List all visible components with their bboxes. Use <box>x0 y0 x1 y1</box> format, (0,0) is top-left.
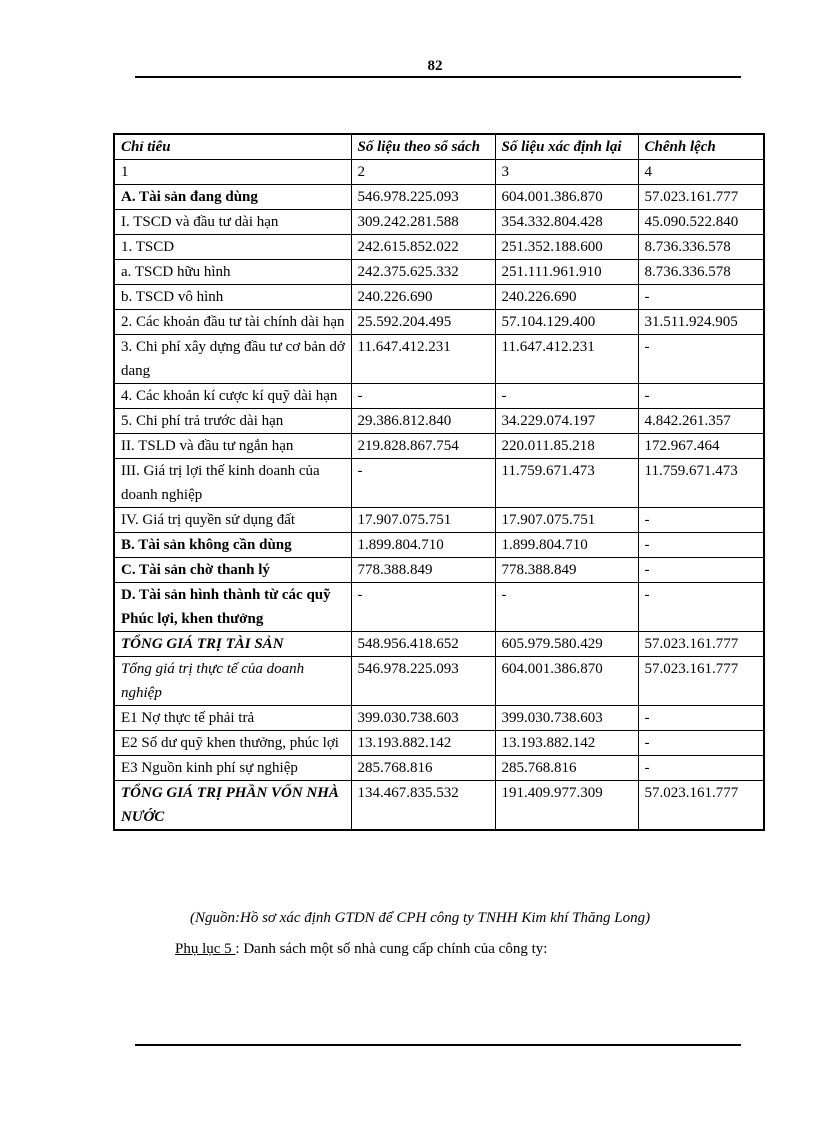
book-value-cell: 11.647.412.231 <box>351 335 495 384</box>
revalued-value-cell: 285.768.816 <box>495 756 638 781</box>
difference-cell: 11.759.671.473 <box>638 459 764 508</box>
row-label: E3 Nguồn kinh phí sự nghiệp <box>114 756 351 781</box>
row-label: II. TSLD và đầu tư ngắn hạn <box>114 434 351 459</box>
row-label: TỔNG GIÁ TRỊ PHẦN VỐN NHÀ NƯỚC <box>114 781 351 831</box>
column-header: Chênh lệch <box>638 134 764 160</box>
column-header: Chỉ tiêu <box>114 134 351 160</box>
book-value-cell: 242.615.852.022 <box>351 235 495 260</box>
difference-cell: - <box>638 285 764 310</box>
difference-cell: 57.023.161.777 <box>638 632 764 657</box>
difference-cell: - <box>638 706 764 731</box>
row-label: 1. TSCD <box>114 235 351 260</box>
book-value-cell: 242.375.625.332 <box>351 260 495 285</box>
book-value-cell: 399.030.738.603 <box>351 706 495 731</box>
book-value-cell: 285.768.816 <box>351 756 495 781</box>
book-value-cell: 25.592.204.495 <box>351 310 495 335</box>
revalued-value-cell: 13.193.882.142 <box>495 731 638 756</box>
difference-cell: 8.736.336.578 <box>638 260 764 285</box>
book-value-cell: 548.956.418.652 <box>351 632 495 657</box>
difference-cell: 172.967.464 <box>638 434 764 459</box>
revalued-value-cell: 399.030.738.603 <box>495 706 638 731</box>
revalued-value-cell: 191.409.977.309 <box>495 781 638 831</box>
revalued-value-cell: 220.011.85.218 <box>495 434 638 459</box>
row-label: III. Giá trị lợi thế kinh doanh của doanh nghiệp <box>114 459 351 508</box>
revalued-value-cell: 57.104.129.400 <box>495 310 638 335</box>
revalued-value-cell: 251.111.961.910 <box>495 260 638 285</box>
row-label: C. Tài sản chờ thanh lý <box>114 558 351 583</box>
book-value-cell: 546.978.225.093 <box>351 185 495 210</box>
revalued-value-cell: 604.001.386.870 <box>495 657 638 706</box>
table-row <box>114 756 764 781</box>
table-row <box>114 185 764 210</box>
difference-cell: - <box>638 508 764 533</box>
book-value-cell: 1.899.804.710 <box>351 533 495 558</box>
table-row <box>114 706 764 731</box>
revalued-value-cell: 604.001.386.870 <box>495 185 638 210</box>
table-row <box>114 310 764 335</box>
column-number: 2 <box>351 160 495 185</box>
table-row <box>114 558 764 583</box>
row-label: D. Tài sản hình thành từ các quỹ Phúc lợi, khen thưởng <box>114 583 351 632</box>
difference-cell: 4.842.261.357 <box>638 409 764 434</box>
row-label: 3. Chi phí xây dựng đầu tư cơ bản dở dang <box>114 335 351 384</box>
appendix-line <box>175 941 547 958</box>
row-label: B. Tài sản không cần dùng <box>114 533 351 558</box>
book-value-cell: 29.386.812.840 <box>351 409 495 434</box>
column-number: 3 <box>495 160 638 185</box>
table-row <box>114 657 764 706</box>
valuation-table <box>113 133 765 831</box>
book-value-cell: 134.467.835.532 <box>351 781 495 831</box>
book-value-cell: 546.978.225.093 <box>351 657 495 706</box>
table-body <box>114 134 764 830</box>
table-row <box>114 260 764 285</box>
book-value-cell: - <box>351 459 495 508</box>
row-label: Tổng giá trị thực tế của doanh nghiệp <box>114 657 351 706</box>
book-value-cell: 309.242.281.588 <box>351 210 495 235</box>
appendix-label: Phụ lục 5 <box>175 941 236 957</box>
column-number: 1 <box>114 160 351 185</box>
row-label: b. TSCD vô hình <box>114 285 351 310</box>
difference-cell: 57.023.161.777 <box>638 657 764 706</box>
table-row <box>114 384 764 409</box>
revalued-value-cell: 778.388.849 <box>495 558 638 583</box>
book-value-cell: 17.907.075.751 <box>351 508 495 533</box>
revalued-value-cell: - <box>495 583 638 632</box>
revalued-value-cell: 1.899.804.710 <box>495 533 638 558</box>
book-value-cell: 778.388.849 <box>351 558 495 583</box>
footer-rule <box>135 1044 741 1046</box>
row-label: 5. Chi phí trả trước dài hạn <box>114 409 351 434</box>
table-row <box>114 583 764 632</box>
difference-cell: 8.736.336.578 <box>638 235 764 260</box>
appendix-text: : Danh sách một số nhà cung cấp chính của công ty: <box>235 941 548 957</box>
column-number-row <box>114 160 764 185</box>
row-label: A. Tài sản đang dùng <box>114 185 351 210</box>
book-value-cell: 13.193.882.142 <box>351 731 495 756</box>
difference-cell: - <box>638 558 764 583</box>
table-row <box>114 632 764 657</box>
table-row <box>114 335 764 384</box>
row-label: TỔNG GIÁ TRỊ TÀI SẢN <box>114 632 351 657</box>
revalued-value-cell: 605.979.580.429 <box>495 632 638 657</box>
revalued-value-cell: - <box>495 384 638 409</box>
source-note: (Nguồn:Hồ sơ xác định GTDN để CPH công ty TNHH Kim khí Thăng Long) <box>190 910 651 926</box>
book-value-cell: 219.828.867.754 <box>351 434 495 459</box>
revalued-value-cell: 251.352.188.600 <box>495 235 638 260</box>
revalued-value-cell: 11.759.671.473 <box>495 459 638 508</box>
table-header-row <box>114 134 764 160</box>
table-row <box>114 285 764 310</box>
book-value-cell: - <box>351 384 495 409</box>
row-label: a. TSCD hữu hình <box>114 260 351 285</box>
row-label: 2. Các khoản đầu tư tài chính dài hạn <box>114 310 351 335</box>
table-row <box>114 533 764 558</box>
row-label: I. TSCD và đầu tư dài hạn <box>114 210 351 235</box>
header-rule <box>135 76 741 78</box>
column-header: Số liệu theo sổ sách <box>351 134 495 160</box>
difference-cell: - <box>638 731 764 756</box>
row-label: IV. Giá trị quyền sử dụng đất <box>114 508 351 533</box>
revalued-value-cell: 11.647.412.231 <box>495 335 638 384</box>
revalued-value-cell: 354.332.804.428 <box>495 210 638 235</box>
table-row <box>114 235 764 260</box>
revalued-value-cell: 240.226.690 <box>495 285 638 310</box>
column-number: 4 <box>638 160 764 185</box>
table-row <box>114 508 764 533</box>
table-row <box>114 409 764 434</box>
difference-cell: 31.511.924.905 <box>638 310 764 335</box>
revalued-value-cell: 34.229.074.197 <box>495 409 638 434</box>
table-row <box>114 459 764 508</box>
table-row <box>114 210 764 235</box>
difference-cell: - <box>638 533 764 558</box>
difference-cell: 57.023.161.777 <box>638 185 764 210</box>
row-label: E2 Số dư quỹ khen thưởng, phúc lợi <box>114 731 351 756</box>
revalued-value-cell: 17.907.075.751 <box>495 508 638 533</box>
page-number: 82 <box>427 58 443 74</box>
row-label: E1 Nợ thực tế phải trả <box>114 706 351 731</box>
row-label: 4. Các khoản kí cược kí quỹ dài hạn <box>114 384 351 409</box>
difference-cell: 57.023.161.777 <box>638 781 764 831</box>
difference-cell: 45.090.522.840 <box>638 210 764 235</box>
column-header: Số liệu xác định lại <box>495 134 638 160</box>
difference-cell: - <box>638 335 764 384</box>
book-value-cell: 240.226.690 <box>351 285 495 310</box>
table-row <box>114 781 764 831</box>
difference-cell: - <box>638 756 764 781</box>
difference-cell: - <box>638 384 764 409</box>
book-value-cell: - <box>351 583 495 632</box>
table-row <box>114 434 764 459</box>
difference-cell: - <box>638 583 764 632</box>
table-row <box>114 731 764 756</box>
